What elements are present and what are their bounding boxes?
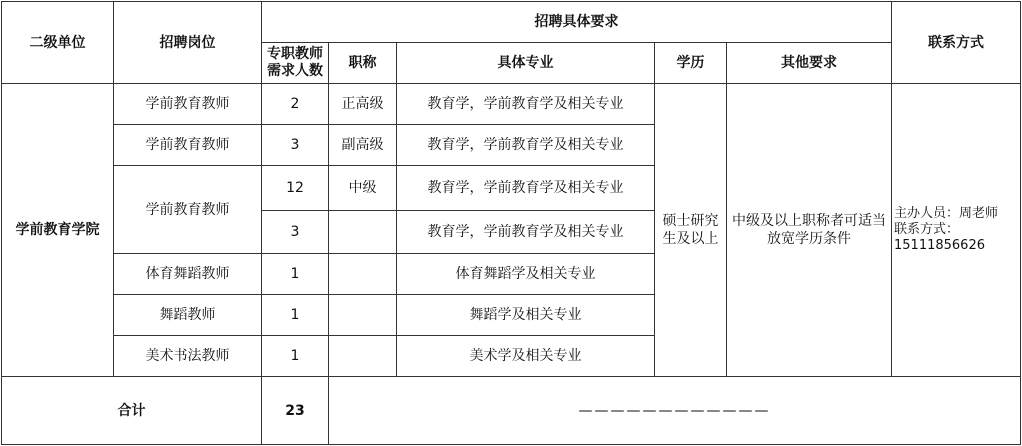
row-position: 体育舞蹈教师 [114,254,262,295]
total-label: 合计 [2,377,262,445]
row-major: 美术学及相关专业 [397,336,655,377]
row-position: 学前教育教师 [114,84,262,125]
header-title: 职称 [329,43,397,84]
row-title [329,211,397,254]
row-position: 舞蹈教师 [114,295,262,336]
row-headcount: 1 [262,254,329,295]
contact-phone-label: 联系方式： [894,222,960,237]
contact-info [892,84,1021,377]
table-row [2,84,1021,125]
row-title [329,336,397,377]
other-requirement: 中级及以上职称者可适当放宽学历条件 [727,84,892,377]
row-title [329,254,397,295]
row-major: 教育学，学前教育学及相关专业 [397,211,655,254]
row-title [329,295,397,336]
row-title: 副高级 [329,125,397,166]
row-title: 正高级 [329,84,397,125]
row-position: 美术书法教师 [114,336,262,377]
total-count: 23 [262,377,329,445]
header-position: 招聘岗位 [114,2,262,84]
row-position: 学前教育教师 [114,125,262,166]
row-title: 中级 [329,166,397,211]
row-position: 学前教育教师 [114,166,262,254]
recruitment-table [1,1,1021,445]
row-headcount: 2 [262,84,329,125]
header-unit: 二级单位 [2,2,114,84]
header-major: 具体专业 [397,43,655,84]
row-major: 教育学，学前教育学及相关专业 [397,125,655,166]
total-row [2,377,1021,445]
education-requirement: 硕士研究生及以上 [655,84,727,377]
contact-person: 主办人员：周老师 [894,206,999,221]
row-major: 教育学，学前教育学及相关专业 [397,166,655,211]
header-contact: 联系方式 [892,2,1021,84]
row-headcount: 3 [262,125,329,166]
row-headcount: 3 [262,211,329,254]
header-requirements: 招聘具体要求 [262,2,892,43]
row-headcount: 1 [262,336,329,377]
header-other: 其他要求 [727,43,892,84]
row-headcount: 1 [262,295,329,336]
row-major: 教育学，学前教育学及相关专业 [397,84,655,125]
contact-phone: 15111856626 [894,238,985,253]
header-headcount: 专职教师需求人数 [262,43,329,84]
header-education: 学历 [655,43,727,84]
unit-name: 学前教育学院 [2,84,114,377]
row-headcount: 12 [262,166,329,211]
row-major: 体育舞蹈学及相关专业 [397,254,655,295]
row-major: 舞蹈学及相关专业 [397,295,655,336]
total-placeholder: ———————————— [329,377,1021,445]
